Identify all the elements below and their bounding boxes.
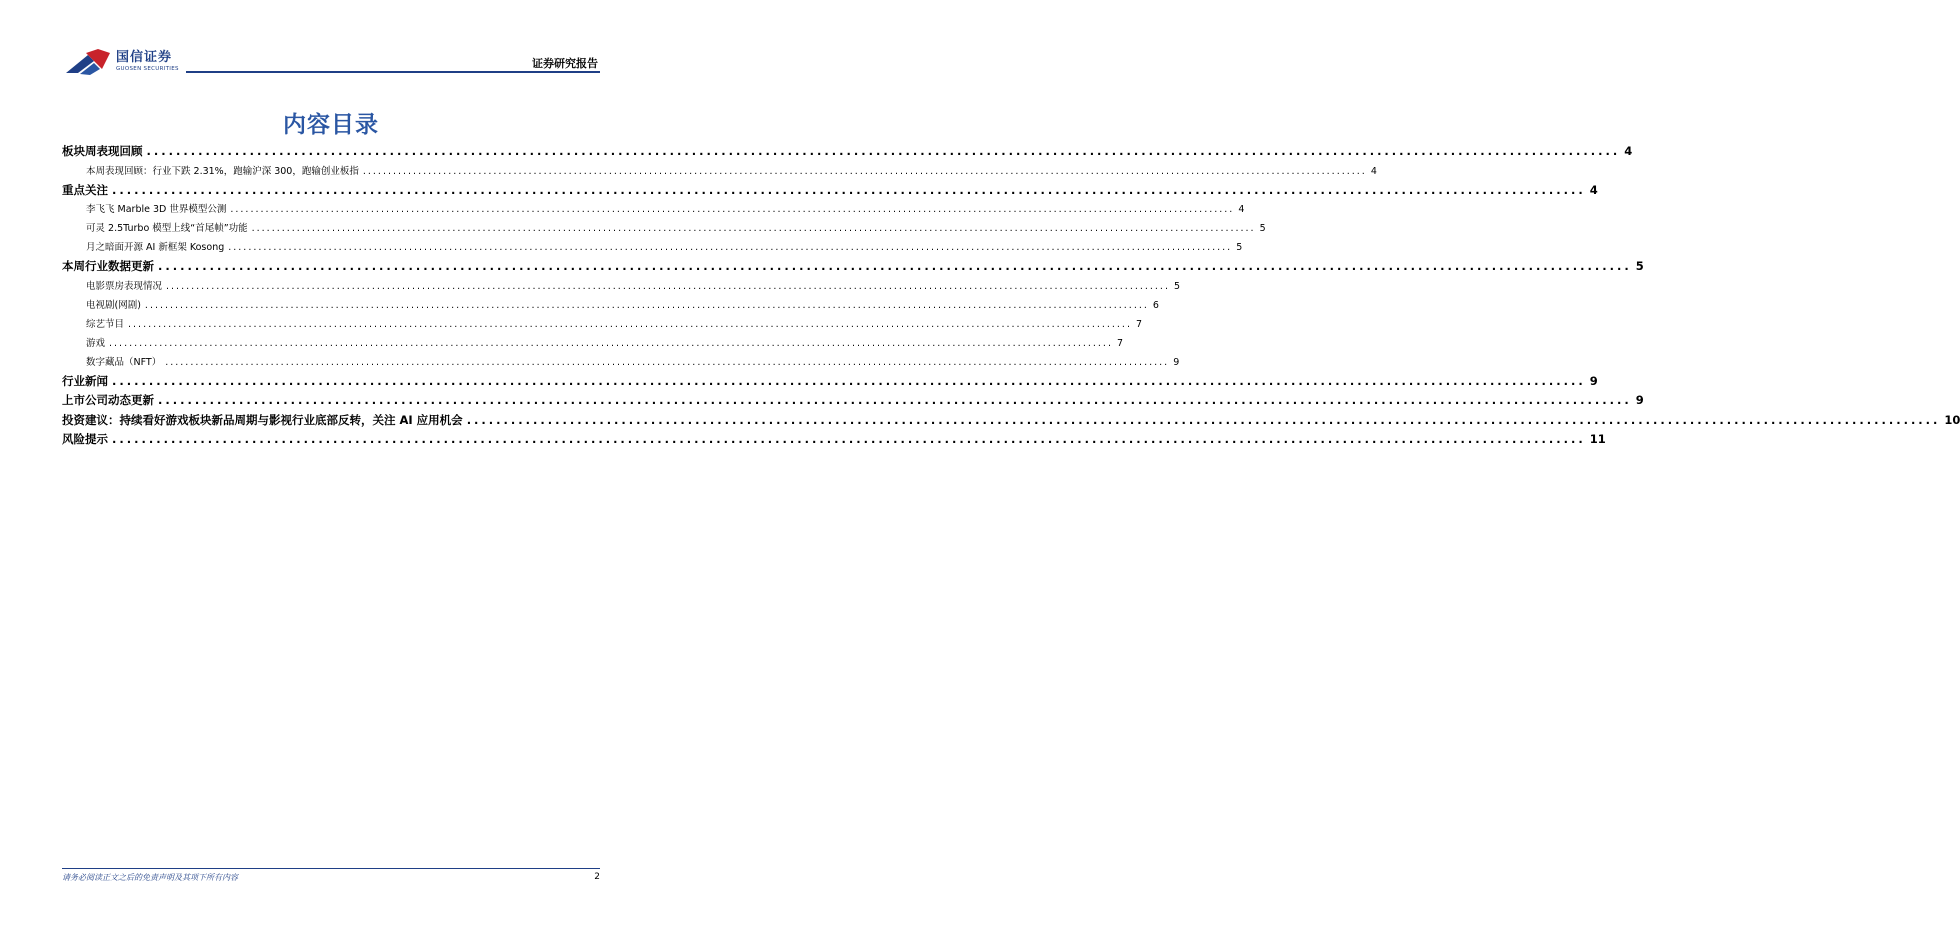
toc-dot-leader: ........................................................................................................................................................................................................ [158, 393, 1632, 407]
toc-entry-page: 6 [1152, 299, 1159, 311]
header-divider [186, 71, 600, 73]
toc-entry-page: 9 [1173, 356, 1180, 368]
toc-entry-page: 7 [1135, 318, 1143, 330]
toc-entry-section[interactable] [62, 182, 1598, 202]
toc-entry-subsection[interactable] [62, 316, 1143, 335]
toc-dot-leader: ........................................................................................................................................................................................................ [230, 204, 1235, 215]
toc-entry-subsection[interactable] [62, 239, 1243, 258]
toc-entry-page: 9 [1635, 393, 1644, 407]
toc-dot-leader: ........................................................................................................................................................................................................ [228, 242, 1233, 253]
toc-entry-label: 李飞飞 Marble 3D 世界模型公测 [86, 204, 227, 215]
toc-entry-page: 5 [1635, 259, 1644, 273]
toc-dot-leader: ........................................................................................................................................................................................................ [158, 259, 1632, 273]
toc-entry-label: 重点关注 [62, 182, 108, 197]
toc-dot-leader: ........................................................................................................................................................................................................ [146, 144, 1621, 158]
toc-entry-page: 9 [1589, 373, 1598, 388]
toc-dot-leader: ........................................................................................................................................................................................................ [112, 432, 1586, 446]
table-of-contents [62, 143, 1960, 451]
toc-dot-leader: ........................................................................................................................................................................................................ [128, 318, 1132, 330]
toc-entry-page: 10 [1944, 412, 1960, 427]
company-logo [64, 45, 184, 79]
toc-entry-label: 电视剧(网剧) [86, 299, 141, 311]
logo-company-name: 国信证券 [116, 50, 173, 65]
disclaimer-note: 请务必阅读正文之后的免责声明及其项下所有内容 [62, 873, 238, 882]
toc-entry-label: 电影票房表现情况 [86, 280, 163, 292]
toc-entry-page: 11 [1589, 432, 1606, 446]
toc-entry-label: 板块周表现回顾 [62, 144, 143, 158]
toc-entry-subsection[interactable] [62, 297, 1159, 316]
toc-entry-page: 5 [1236, 242, 1243, 253]
toc-entry-subsection[interactable] [62, 163, 1377, 182]
toc-entry-label: 数字藏品（NFT） [86, 356, 162, 368]
toc-dot-leader: ........................................................................................................................................................................................................ [362, 165, 1367, 177]
toc-entry-subsection[interactable] [62, 220, 1266, 239]
toc-entry-label: 游戏 [86, 337, 106, 349]
toc-entry-page: 4 [1589, 182, 1598, 197]
toc-entry-label: 可灵 2.5Turbo 模型上线“首尾帧”功能 [86, 223, 248, 234]
page-number: 2 [594, 872, 600, 882]
toc-dot-leader: ........................................................................................................................................................................................................ [112, 182, 1586, 197]
toc-dot-leader: ........................................................................................................................................................................................................ [109, 337, 1113, 349]
toc-entry-section[interactable] [62, 258, 1644, 278]
toc-entry-subsection[interactable] [62, 354, 1180, 373]
footer-divider [62, 868, 600, 869]
toc-entry-label: 风险提示 [62, 432, 108, 446]
toc-entry-page: 4 [1370, 165, 1377, 177]
toc-entry-page: 5 [1173, 280, 1181, 292]
toc-entry-label: 月之暗面开源 AI 新框架 Kosong [86, 242, 225, 253]
toc-entry-section[interactable] [62, 143, 1633, 163]
toc-entry-label: 投资建议：持续看好游戏板块新品周期与影视行业底部反转，关注 AI 应用机会 [62, 412, 463, 427]
toc-entry-page: 7 [1116, 337, 1124, 349]
toc-entry-label: 本周行业数据更新 [62, 259, 154, 273]
toc-entry-label: 本周表现回顾：行业下跌 2.31%，跑输沪深 300，跑输创业板指 [86, 165, 359, 177]
toc-entry-page: 4 [1238, 204, 1245, 215]
toc-entry-page: 5 [1259, 223, 1266, 234]
toc-entry-subsection[interactable] [62, 335, 1124, 354]
toc-dot-leader: ........................................................................................................................................................................................................ [251, 223, 1256, 234]
toc-dot-leader: ........................................................................................................................................................................................................ [165, 356, 1170, 368]
toc-dot-leader: ........................................................................................................................................................................................................ [144, 299, 1149, 311]
toc-title: 内容目录 [283, 112, 379, 138]
toc-entry-label: 行业新闻 [62, 373, 108, 388]
logo-company-subtitle: GUOSEN SECURITIES [116, 66, 179, 72]
toc-dot-leader: ........................................................................................................................................................................................................ [466, 412, 1941, 427]
toc-entry-subsection[interactable] [62, 201, 1245, 220]
guosen-logo-icon [64, 47, 112, 77]
toc-entry-section[interactable] [62, 392, 1644, 412]
toc-entry-label: 综艺节目 [86, 318, 125, 330]
toc-entry-label: 上市公司动态更新 [62, 393, 154, 407]
toc-entry-page: 4 [1624, 144, 1633, 158]
toc-dot-leader: ........................................................................................................................................................................................................ [166, 280, 1170, 292]
toc-entry-subsection[interactable] [62, 278, 1181, 297]
toc-dot-leader: ........................................................................................................................................................................................................ [112, 373, 1586, 388]
toc-entry-section[interactable] [62, 373, 1598, 393]
toc-entry-section[interactable] [62, 412, 1960, 432]
toc-entry-section[interactable] [62, 431, 1606, 451]
report-type-label: 证券研究报告 [532, 57, 598, 70]
